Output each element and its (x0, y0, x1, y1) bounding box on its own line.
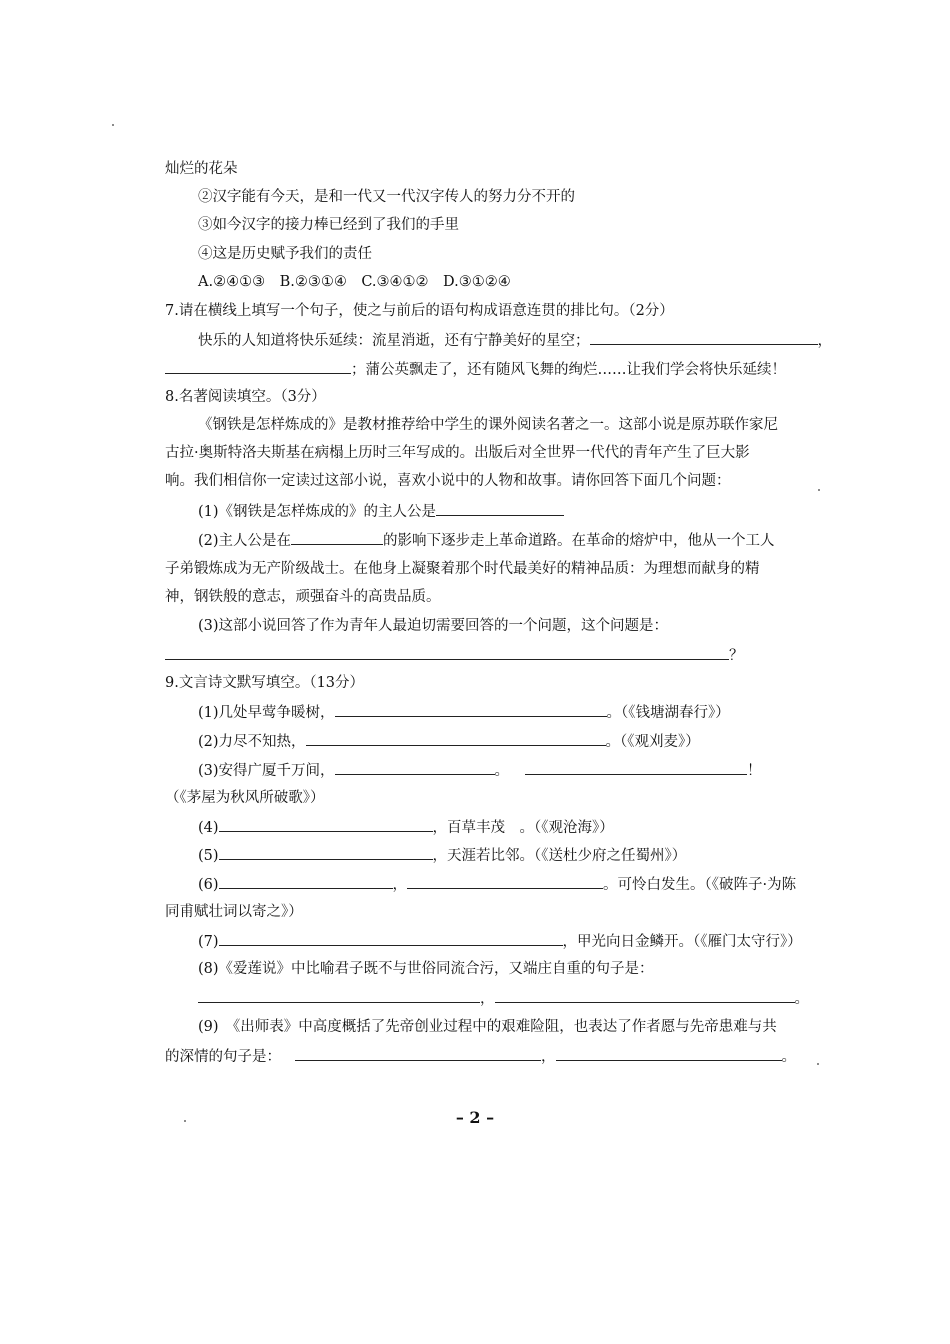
q9-blank-6b[interactable] (407, 874, 603, 889)
q7-text-b (165, 359, 786, 380)
scan-speck (184, 1120, 186, 1122)
q9-i3-text-a: (3)安得广厦千万间， (198, 763, 335, 779)
q9-item-7 (198, 931, 802, 952)
q7-text-a-end: ， (817, 333, 832, 349)
q8-s2-a (198, 530, 775, 551)
q9-blank-2[interactable] (306, 731, 606, 746)
q6-line-c: ③如今汉字的接力棒已经到了我们的手里 (198, 217, 459, 233)
q9-i6-text-c: 。可怜白发生。（《破阵子·为陈 (603, 877, 797, 893)
q9-item-4 (198, 817, 614, 838)
q9-i3-text-c: ！ (747, 763, 762, 779)
q9-i8-end: 。 (794, 991, 809, 1007)
q9-i5-text-a: (5) (198, 848, 219, 864)
q8-s2-text-b: 的影响下逐步走上革命道路。在革命的熔炉中，他从一个工人 (383, 533, 775, 549)
q9-blank-8a[interactable] (198, 988, 480, 1003)
q6-line-a: 灿烂的花朵 (165, 161, 238, 177)
q9-blank-3a[interactable] (335, 760, 495, 775)
q9-i1-text-b: 。（《钱塘湖春行》） (606, 705, 730, 721)
q8-blank-1[interactable] (436, 501, 564, 516)
q9-i4-text-b: ，百草丰茂 。（《观沧海》） (432, 820, 614, 836)
q8-intro-3: 响。我们相信你一定读过这部小说，喜欢小说中的人物和故事。请你回答下面几个问题： (165, 473, 731, 489)
q8-title: 8.名著阅读填空。（3分） (165, 389, 326, 405)
q8-s3: (3)这部小说回答了作为青年人最迫切需要回答的一个问题，这个问题是： (198, 618, 669, 634)
q6-line-d: ④这是历史赋予我们的责任 (198, 246, 372, 262)
q7-text-b-content: ；蒲公英飘走了，还有随风飞舞的绚烂……让我们学会将快乐延续！ (351, 362, 786, 378)
q9-i6-text-b: ， (392, 877, 408, 893)
q9-i3-text-b: 。 (494, 763, 510, 779)
q8-s2-c: 子弟锻炼成为无产阶级战士。在他身上凝聚着那个时代最美好的精神品质：为理想而献身的精 (165, 561, 760, 577)
scan-speck (817, 1063, 819, 1065)
q9-title: 9.文言诗文默写填空。（13分） (165, 675, 365, 691)
q9-i1-text-a: (1)几处早莺争暖树， (198, 705, 335, 721)
q9-i9-mid: ， (541, 1049, 556, 1065)
q9-blank-7[interactable] (219, 931, 563, 946)
q9-item-1 (198, 702, 730, 723)
q6-line-b: ②汉字能有今天，是和一代又一代汉字传人的努力分不开的 (198, 189, 575, 205)
q6-options: A.②④①③ B.②③①④ C.③④①② D.③①②④ (198, 274, 511, 290)
q9-i2-text-b: 。（《观刈麦》） (605, 734, 700, 750)
q9-i7-text-a: (7) (198, 934, 219, 950)
q9-blank-6a[interactable] (219, 874, 393, 889)
q8-s3-answer (165, 645, 744, 666)
q9-blank-9a[interactable] (295, 1046, 541, 1061)
scan-speck (112, 124, 114, 126)
q9-i6-text-a: (6) (198, 877, 219, 893)
q7-text-a-content: 快乐的人知道将快乐延续：流星消逝，还有宁静美好的星空； (198, 333, 590, 349)
q7-text-a (198, 330, 832, 351)
q8-blank-3[interactable] (165, 645, 729, 660)
q9-i6-source: 同甫赋壮词以寄之》） (165, 904, 303, 920)
q8-intro-1: 《钢铁是怎样炼成的》是教材推荐给中学生的课外阅读名著之一。这部小说是原苏联作家尼 (198, 417, 778, 433)
q8-blank-2[interactable] (291, 530, 383, 545)
q9-i8-mid: ， (480, 991, 495, 1007)
q9-item-2 (198, 731, 700, 752)
q8-s3-end: ？ (729, 648, 744, 664)
scan-speck (818, 489, 820, 491)
q9-i9-text-b: 的深情的句子是： (165, 1049, 281, 1065)
q9-i7-text-b: ，甲光向日金鳞开。（《雁门太守行》） (562, 934, 802, 950)
q9-item-9: (9) 《出师表》中高度概括了先帝创业过程中的艰难险阻，也表达了作者愿与先帝患难与共 (198, 1019, 777, 1035)
q7-blank-2[interactable] (165, 359, 351, 374)
q9-blank-3b[interactable] (525, 760, 747, 775)
q9-i5-text-b: ，天涯若比邻。（《送杜少府之任蜀州》） (432, 848, 687, 864)
q8-s2-d: 神，钢铁般的意志，顽强奋斗的高贵品质。 (165, 589, 441, 605)
q9-item-5 (198, 845, 686, 866)
page-number: – 2 – (455, 1108, 495, 1127)
q8-s1 (198, 501, 564, 522)
q9-i3-source: （《茅屋为秋风所破歌》） (165, 790, 325, 806)
q9-item-6 (198, 874, 796, 895)
q9-blank-9b[interactable] (556, 1046, 782, 1061)
q9-blank-1[interactable] (335, 702, 607, 717)
q9-i4-text-a: (4) (198, 820, 219, 836)
q7-title: 7.请在横线上填写一个句子，使之与前后的语句构成语意连贯的排比句。（2分） (165, 303, 674, 319)
q8-s1-text: (1)《钢铁是怎样炼成的》的主人公是 (198, 504, 437, 520)
q9-i2-text-a: (2)力尽不知热， (198, 734, 306, 750)
q9-item-8-answer (198, 988, 809, 1009)
q9-item-3 (198, 760, 762, 781)
q9-i9-end: 。 (781, 1049, 796, 1065)
q9-blank-5[interactable] (219, 845, 433, 860)
q9-item-9-answer (165, 1046, 796, 1067)
q9-item-8: (8)《爱莲说》中比喻君子既不与世俗同流合污，又端庄自重的句子是： (198, 961, 654, 977)
q8-intro-2: 古拉·奥斯特洛夫斯基在病榻上历时三年写成的。出版后对全世界一代代的青年产生了巨大影 (165, 445, 750, 461)
q9-blank-4[interactable] (219, 817, 433, 832)
q9-blank-8b[interactable] (495, 988, 795, 1003)
q8-s2-text-a: (2)主人公是在 (198, 533, 292, 549)
q7-blank-1[interactable] (590, 330, 818, 345)
